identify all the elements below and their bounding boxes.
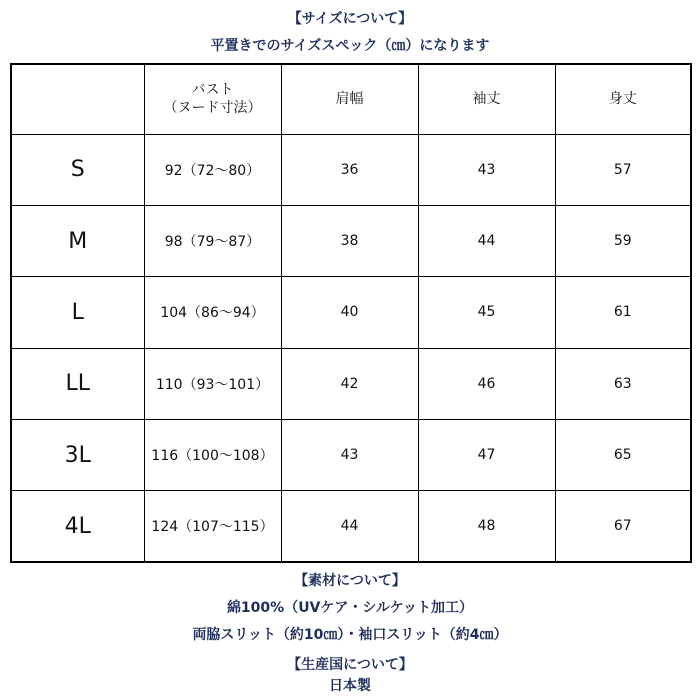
origin-section-heading: 【生産国について】 [287,657,413,673]
table-row [11,419,691,490]
table-row [11,277,691,348]
length-cell: 61 [555,277,691,348]
shoulder-cell: 40 [281,277,418,348]
table-row [11,206,691,277]
bust-cell: 98（79～87） [144,206,281,277]
size-cell: S [11,134,144,205]
size-cell: L [11,277,144,348]
length-cell: 67 [555,491,691,562]
origin-country: 日本製 [329,678,371,694]
bust-cell: 92（72～80） [144,134,281,205]
sleeve-cell: 45 [418,277,555,348]
table-row [11,348,691,419]
table-row [11,134,691,205]
size-cell: 3L [11,419,144,490]
material-composition: 綿100%（UVケア・シルケット加工） [226,600,474,616]
shoulder-cell: 43 [281,419,418,490]
size-cell: 4L [11,491,144,562]
table-row [11,491,691,562]
header-sleeve: 袖丈 [418,64,555,134]
size-table [10,63,692,563]
material-slit-details: 両脇スリット（約10㎝）・袖口スリット（約4㎝） [192,627,508,643]
shoulder-cell: 38 [281,206,418,277]
header-bust [144,64,281,134]
length-cell: 59 [555,206,691,277]
bust-cell: 110（93～101） [144,348,281,419]
size-cell: M [11,206,144,277]
sleeve-cell: 44 [418,206,555,277]
header-shoulder: 肩幅 [281,64,418,134]
shoulder-cell: 44 [281,491,418,562]
material-section-heading: 【素材について】 [294,573,406,589]
length-cell: 57 [555,134,691,205]
header-size [11,64,144,134]
header-bust-note: （ヌード寸法） [163,100,262,117]
bust-cell: 116（100～108） [144,419,281,490]
shoulder-cell: 36 [281,134,418,205]
size-section-heading: 【サイズについて】 [287,11,413,27]
size-section-subtitle: 平置きでのサイズスペック（㎝）になります [210,38,490,54]
table-header-row [11,64,691,134]
sleeve-cell: 47 [418,419,555,490]
sleeve-cell: 46 [418,348,555,419]
bust-cell: 104（86～94） [144,277,281,348]
bust-cell: 124（107～115） [144,491,281,562]
sleeve-cell: 48 [418,491,555,562]
header-length: 身丈 [555,64,691,134]
sleeve-cell: 43 [418,134,555,205]
size-cell: LL [11,348,144,419]
length-cell: 65 [555,419,691,490]
shoulder-cell: 42 [281,348,418,419]
length-cell: 63 [555,348,691,419]
header-bust-label: バスト [191,82,234,99]
